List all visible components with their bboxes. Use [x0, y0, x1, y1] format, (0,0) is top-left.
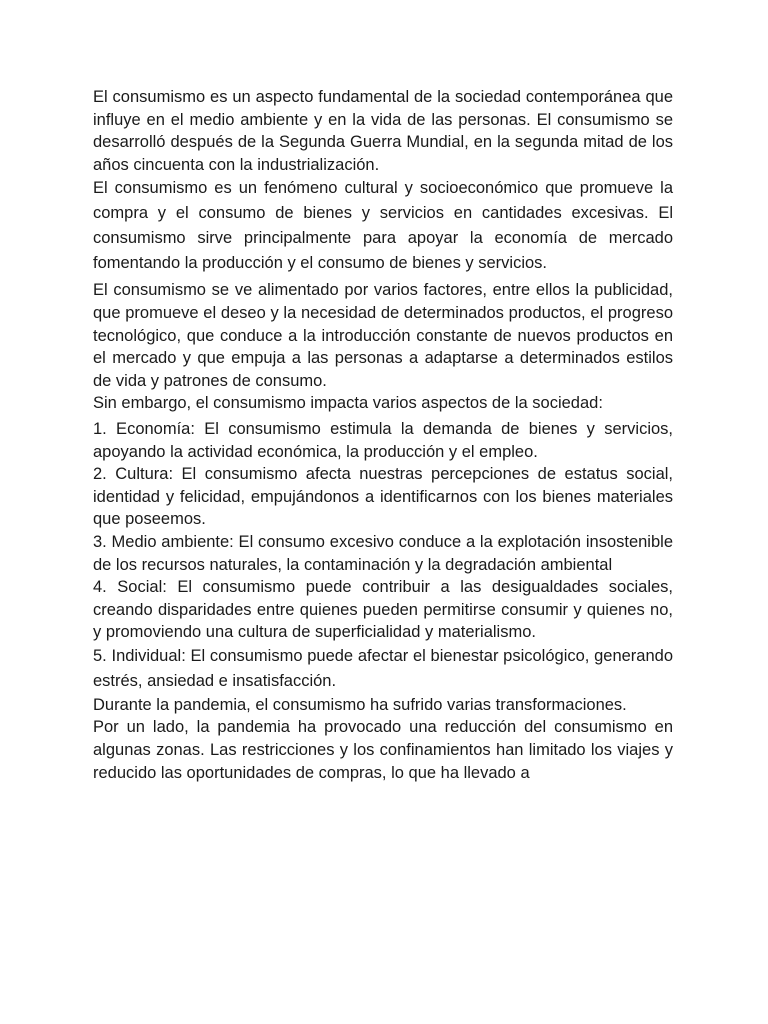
list-item-social: 4. Social: El consumismo puede contribuir a las desigualdades sociales, creando disparidades entre quienes pueden permitirse consumir y quienes no, y promoviendo una cultura de superficialidad y materialismo. [93, 578, 673, 642]
list-item-medio-ambiente: 3. Medio ambiente: El consumo excesivo conduce a la explotación insostenible de los recursos naturales, la contaminación y la degradación ambiental [93, 532, 673, 574]
document-page [93, 86, 673, 784]
paragraph-intro: El consumismo es un aspecto fundamental de la sociedad contemporánea que influye en el medio ambiente y en la vida de las personas. El consumismo se desarrolló después de la Segunda Guerra Mundial, en la segunda mitad de los años cincuenta con la industrialización. [93, 88, 673, 174]
paragraph-definition: El consumismo es un fenómeno cultural y socioeconómico que promueve la compra y el consumo de bienes y servicios en cantidades excesivas. El consumismo sirve principalmente para apoyar la economía de mercado fomentando la producción y el consumo de bienes y servicios. [93, 179, 673, 273]
paragraph-pandemia: Durante la pandemia, el consumismo ha sufrido varias transformaciones. [93, 695, 627, 714]
list-item-cultura: 2. Cultura: El consumismo afecta nuestras percepciones de estatus social, identidad y felicidad, empujándonos a identificarnos con los bienes materiales que poseemos. [93, 465, 673, 529]
list-item-individual: 5. Individual: El consumismo puede afectar el bienestar psicológico, generando estrés, ansiedad e insatisfacción. [93, 646, 673, 690]
paragraph-reduccion: Por un lado, la pandemia ha provocado una reducción del consumismo en algunas zonas. Las restricciones y los confinamientos han limitado los viajes y reducido las oportunidades de compras, lo que ha llevado a [93, 718, 673, 782]
list-item-economia: 1. Economía: El consumismo estimula la demanda de bienes y servicios, apoyando la actividad económica, la producción y el empleo. [93, 419, 673, 461]
paragraph-impacts-intro: Sin embargo, el consumismo impacta varios aspectos de la sociedad: [93, 394, 603, 413]
paragraph-factors: El consumismo se ve alimentado por varios factores, entre ellos la publicidad, que promueve el deseo y la necesidad de determinados productos, el progreso tecnológico, que conduce a la introducción constante de nuevos productos en el mercado y que empuja a las personas a adaptarse a determinados estilos de vida y patrones de consumo. [93, 281, 673, 390]
